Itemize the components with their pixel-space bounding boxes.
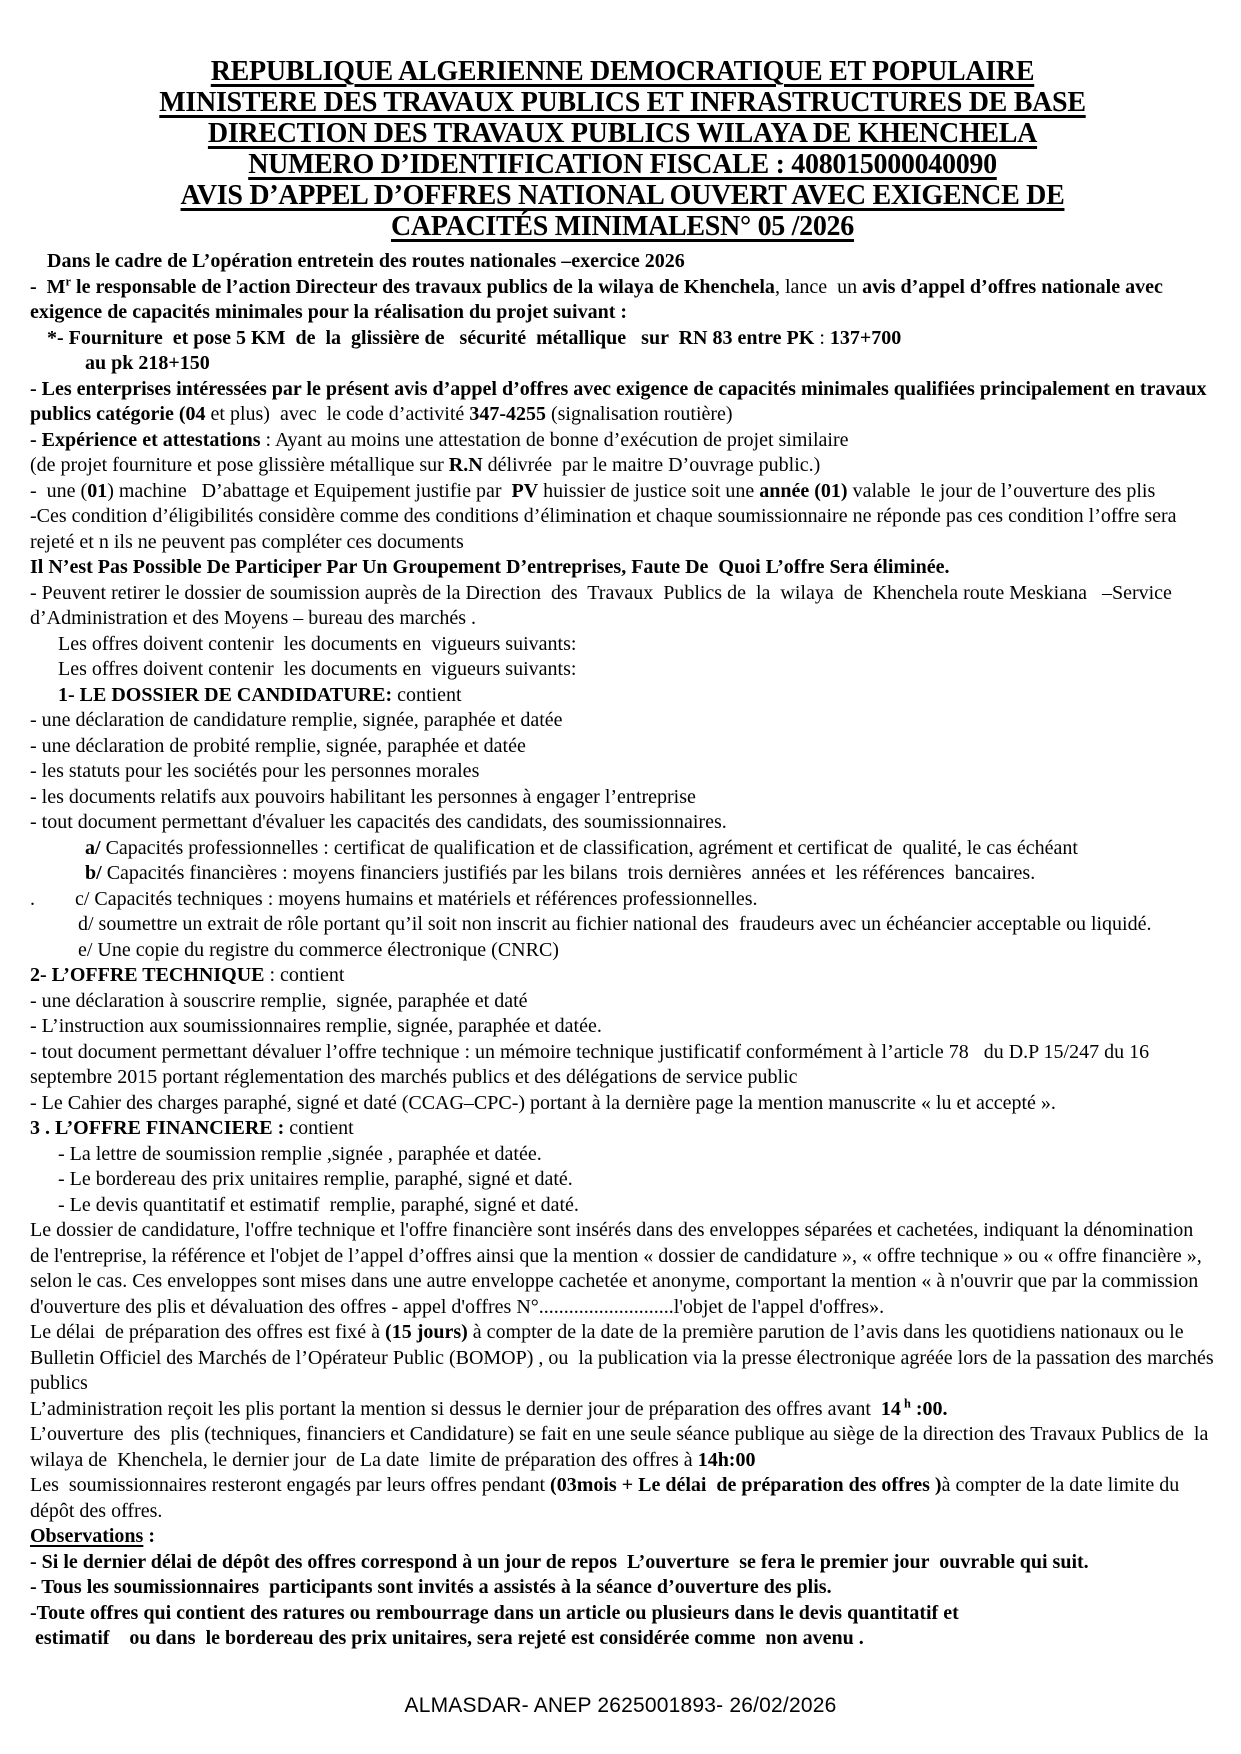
paragraph-33 — [30, 1193, 1215, 1219]
paragraph-23 — [30, 912, 1215, 938]
header-line-text: NUMERO D’IDENTIFICATION FISCALE : 408015000040090 — [248, 149, 997, 180]
text-segment: Capacités financières : moyens financiers justifiés par les bilans trois dernières années et les références bancaires. — [101, 862, 1036, 884]
paragraph-37 — [30, 1422, 1219, 1473]
publication-footer: ALMASDAR- ANEP 2625001893- 26/02/2026 — [404, 1694, 837, 1717]
text-segment: - une déclaration de probité remplie, signée, paraphée et datée — [30, 734, 526, 757]
paragraph-10 — [30, 555, 1215, 581]
paragraph-39 — [30, 1524, 1215, 1550]
text-segment: 347-4255 — [469, 403, 546, 425]
text-segment: h — [900, 1395, 911, 1410]
paragraph-40 — [30, 1550, 1215, 1576]
text-segment: huissier de justice soit une — [538, 479, 760, 502]
text-segment: (15 jours) — [385, 1321, 468, 1343]
paragraph-43 — [30, 1626, 1215, 1652]
paragraph-29 — [30, 1091, 1215, 1117]
text-segment: -Ces condition d’éligibilités considère comme des conditions d’élimination et chaque soumissionnaire ne réponde pas ces condition l’offre sera rejeté et n ils ne peuvent pas compléter ces documents — [30, 505, 1182, 553]
document-header — [30, 56, 1215, 242]
header-line-3 — [30, 118, 1215, 149]
text-segment: : Ayant au moins une attestation de bonne d’exécution de projet similaire — [260, 428, 849, 451]
text-segment: (de projet fourniture et pose glissière métallique sur — [30, 454, 449, 476]
text-segment: PV — [511, 479, 539, 502]
text-segment: - Le Cahier des charges paraphé, signé et daté (CCAG–CPC-) portant à la dernière page la mention manuscrite « lu et accepté ». — [30, 1091, 1056, 1114]
text-segment: Les offres doivent contenir les documents en vigueurs suivants: — [58, 658, 577, 680]
paragraph-15 — [30, 708, 1215, 734]
text-segment: - Si le dernier délai de dépôt des offres correspond à un jour de repos L’ouverture se fera le premier jour ouvrable qui suit. — [30, 1550, 1089, 1573]
text-segment: : — [814, 326, 830, 349]
text-segment: - Les enterprises intéressées par le présent avis d’appel d’offres avec exigence de capacités minimales qualifiées principalement en travaux publics catégorie (04 — [30, 377, 1212, 425]
text-segment: Il N’est Pas Possible De Participer Par Un Groupement D’entreprises, Faute De Quoi L’offre Sera éliminée. — [30, 556, 950, 578]
text-segment: L’ouverture des plis (techniques, financiers et Candidature) se fait en une seule séance publique au siège de la direction des Travaux Publics de la wilaya de Khenchela, le dernier jour de La date limite de préparation des offres à — [30, 1423, 1219, 1471]
header-line-4 — [30, 149, 1215, 180]
paragraph-7 — [30, 453, 1215, 479]
text-segment: : — [143, 1525, 156, 1547]
paragraph-34 — [30, 1218, 1215, 1320]
document-body — [30, 249, 1219, 1652]
text-segment: Observations — [30, 1525, 144, 1547]
paragraph-3 — [30, 326, 1215, 352]
paragraph-1 — [30, 249, 1215, 275]
header-line-6 — [30, 211, 1215, 242]
text-segment: - Le bordereau des prix unitaires remplie, paraphé, signé et daté. — [58, 1168, 573, 1190]
text-segment: d/ soumettre un extrait de rôle portant qu’il soit non inscrit au fichier national des fraudeurs avec un échéancier acceptable ou liquidé. — [78, 913, 1152, 935]
paragraph-5 — [30, 377, 1215, 428]
text-segment: 14 — [880, 1397, 901, 1420]
text-segment: e/ Une copie du registre du commerce électronique (CNRC) — [78, 938, 559, 961]
paragraph-9 — [30, 504, 1215, 555]
text-segment: - L’instruction aux soumissionnaires remplie, signée, paraphée et datée. — [30, 1015, 602, 1037]
text-segment: :00. — [910, 1397, 948, 1420]
text-segment: Le dossier de candidature, l'offre technique et l'offre financière sont insérés dans des enveloppes séparées et cachetées, indiquant la dénomination de l'entreprise, la référence et l'objet de l’appel d’offres ainsi que la mention « dossier de candidature », « offre technique » ou « offre financière », selon le cas. Ces enveloppes sont mises dans une autre enveloppe cachetée et anonyme, comportant la mention « à n'ouvrir que par la commission d'ouverture des plis et dévaluation des offres - appel d'offres N°...........................l'objet de l'appel d'offres». — [30, 1219, 1207, 1318]
header-line-2 — [30, 87, 1215, 118]
text-segment: 2- L’OFFRE TECHNIQUE — [30, 964, 265, 986]
paragraph-35 — [30, 1320, 1219, 1397]
text-segment: année (01) — [759, 479, 848, 502]
text-segment: *- Fourniture et pose 5 KM de la glissière de sécurité métallique sur RN 83 entre PK — [47, 326, 815, 349]
text-segment: - une ( — [30, 479, 88, 502]
text-segment: - tout document permettant d'évaluer les capacités des candidats, des soumissionnaires. — [30, 811, 727, 833]
paragraph-27 — [30, 1014, 1215, 1040]
text-segment: : contient — [264, 964, 345, 986]
paragraph-8 — [30, 479, 1215, 505]
text-segment: estimatif ou dans le bordereau des prix unitaires, sera rejeté est considérée comme non avenu . — [30, 1627, 864, 1649]
text-segment: 01 — [87, 479, 108, 502]
text-segment: au pk 218+150 — [85, 352, 210, 374]
paragraph-42 — [30, 1601, 1215, 1627]
text-segment: avis d’appel d’offres nationale avec exigence de capacités minimales pour la réalisation du projet suivant : — [30, 275, 1168, 323]
text-segment: - Expérience et attestations — [30, 428, 261, 451]
text-segment: 137+700 — [829, 326, 902, 349]
text-segment: délivrée par le maitre D’ouvrage public.) — [482, 454, 821, 476]
text-segment: Les offres doivent contenir les documents en vigueurs suivants: — [58, 632, 577, 655]
text-segment: - une déclaration de candidature remplie, signée, paraphée et datée — [30, 709, 563, 731]
text-segment: . c/ Capacités techniques : moyens humains et matériels et références professionnelles. — [30, 887, 758, 910]
paragraph-16 — [30, 734, 1215, 760]
text-segment: Le délai de préparation des offres est fixé à — [30, 1321, 386, 1343]
text-segment: - les statuts pour les sociétés pour les personnes morales — [30, 760, 480, 782]
text-segment: - Tous les soumissionnaires participants sont invités a assistés à la séance d’ouverture des plis. — [30, 1576, 832, 1598]
paragraph-17 — [30, 759, 1215, 785]
text-segment: le responsable de l’action Directeur des travaux publics de la wilaya de Khenchela — [71, 275, 775, 298]
text-segment: b/ — [85, 862, 102, 884]
paragraph-22 — [30, 887, 1215, 913]
header-line-5 — [30, 180, 1215, 211]
text-segment: 14h:00 — [697, 1448, 756, 1471]
text-segment: a/ — [85, 836, 101, 859]
header-line-1 — [30, 56, 1215, 87]
text-segment: (signalisation routière) — [545, 403, 733, 425]
text-segment: et plus) avec le code d’activité — [205, 403, 470, 425]
header-line-text: REPUBLIQUE ALGERIENNE DEMOCRATIQUE ET POPULAIRE — [210, 56, 1035, 87]
text-segment: r — [65, 273, 72, 288]
paragraph-31 — [30, 1142, 1215, 1168]
text-segment: - tout document permettant dévaluer l’offre technique : un mémoire technique justificatif conformément à l’article 78 du D.P 15/247 du 16 septembre 2015 portant réglementation des marchés publics et des délégations de service public — [30, 1040, 1155, 1088]
paragraph-2 — [30, 275, 1215, 326]
paragraph-32 — [30, 1167, 1215, 1193]
text-segment: - les documents relatifs aux pouvoirs habilitant les personnes à engager l’entreprise — [30, 785, 696, 808]
text-segment: , lance un — [774, 275, 863, 298]
header-line-text: DIRECTION DES TRAVAUX PUBLICS WILAYA DE KHENCHELA — [207, 118, 1038, 149]
text-segment: L’administration reçoit les plis portant la mention si dessus le dernier jour de préparation des offres avant — [30, 1397, 881, 1420]
paragraph-26 — [30, 989, 1215, 1015]
header-line-text: MINISTERE DES TRAVAUX PUBLICS ET INFRASTRUCTURES DE BASE — [159, 87, 1086, 118]
text-segment: - une déclaration à souscrire remplie, signée, paraphée et daté — [30, 989, 528, 1012]
paragraph-19 — [30, 810, 1215, 836]
text-segment: - Peuvent retirer le dossier de soumission auprès de la Direction des Travaux Publics de la wilaya de Khenchela route Meskiana –Service d’Administration et des Moyens – bureau des marchés . — [30, 581, 1177, 629]
text-segment: à compter de la date limite du dépôt des offres. — [30, 1474, 1185, 1522]
paragraph-12 — [30, 632, 1215, 658]
header-line-text: CAPACITÉS MINIMALESN° 05 /2026 — [391, 211, 854, 242]
paragraph-21 — [30, 861, 1215, 887]
paragraph-6 — [30, 428, 1215, 454]
paragraph-4 — [30, 351, 1215, 377]
text-segment: contient — [284, 1117, 354, 1139]
header-line-text: AVIS D’APPEL D’OFFRES NATIONAL OUVERT AVEC EXIGENCE DE — [180, 180, 1065, 211]
text-segment: 1- LE DOSSIER DE CANDIDATURE: — [58, 683, 393, 706]
text-segment: -Toute offres qui contient des ratures ou rembourrage dans un article ou plusieurs dans le devis quantitatif et — [30, 1601, 959, 1624]
paragraph-20 — [30, 836, 1215, 862]
text-segment: Dans le cadre de L’opération entretein des routes nationales –exercice 2026 — [47, 250, 685, 272]
paragraph-30 — [30, 1116, 1215, 1142]
text-segment: contient — [392, 683, 462, 706]
paragraph-41 — [30, 1575, 1215, 1601]
paragraph-28 — [30, 1040, 1215, 1091]
paragraph-38 — [30, 1473, 1215, 1524]
paragraph-13 — [30, 657, 1215, 683]
text-segment: valable le jour de l’ouverture des plis — [847, 479, 1156, 502]
paragraph-25 — [30, 963, 1215, 989]
text-segment: (03mois + Le délai de préparation des offres ) — [550, 1474, 942, 1496]
text-segment: à compter de la date de la première parution de l’avis dans les quotidiens nationaux ou le Bulletin Officiel des Marchés de l’Opérateur Public (BOMOP) , ou la publication via la presse électronique agréée lors de la passation des marchés publics — [30, 1321, 1219, 1394]
text-segment: 3 . L’OFFRE FINANCIERE : — [30, 1117, 285, 1139]
text-segment: - M — [30, 275, 66, 298]
text-segment: ) machine D’abattage et Equipement justifie par — [107, 479, 512, 502]
paragraph-36 — [30, 1397, 1215, 1423]
text-segment: Les soumissionnaires resteront engagés par leurs offres pendant — [30, 1474, 551, 1496]
paragraph-18 — [30, 785, 1215, 811]
paragraph-14 — [30, 683, 1215, 709]
text-segment: - La lettre de soumission remplie ,signée , paraphée et datée. — [58, 1142, 542, 1165]
paragraph-11 — [30, 581, 1215, 632]
paragraph-24 — [30, 938, 1215, 964]
text-segment: Capacités professionnelles : certificat de qualification et de classification, agrément et certificat de qualité, le cas échéant — [100, 836, 1078, 859]
text-segment: - Le devis quantitatif et estimatif remplie, paraphé, signé et daté. — [58, 1193, 579, 1216]
text-segment: R.N — [448, 454, 483, 476]
